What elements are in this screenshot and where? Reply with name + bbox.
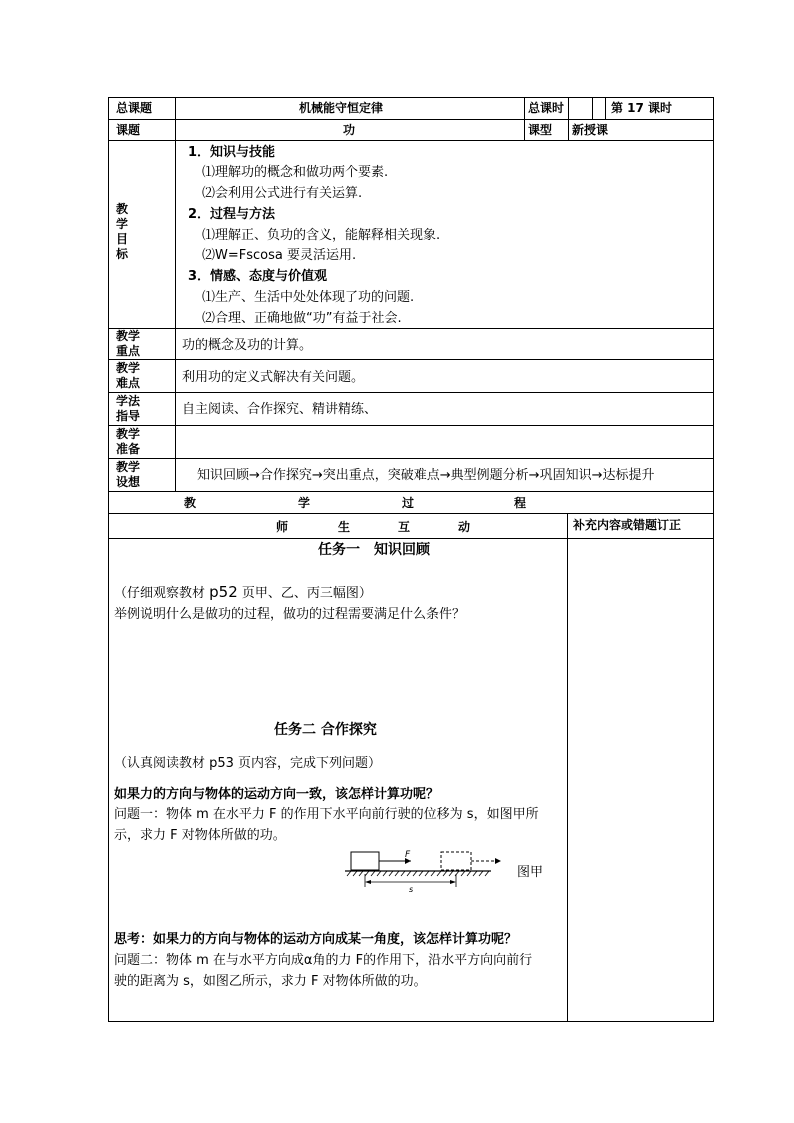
col-divider <box>175 97 176 491</box>
design-label: 教学 设想 <box>116 460 141 489</box>
row-divider <box>108 491 714 492</box>
block-final <box>441 852 471 870</box>
total-hours-label: 总课时 <box>528 101 565 115</box>
goal-item: ⑵会利用公式进行有关运算. <box>202 186 363 201</box>
lesson-plan-table <box>108 97 714 1022</box>
goals-label: 教 学 目 标 <box>115 202 128 261</box>
row-divider <box>108 359 714 360</box>
method-label: 学法 指导 <box>116 394 141 423</box>
row-divider <box>108 328 714 329</box>
goal-item: ⑴理解正、负功的含义，能解释相关现象. <box>202 228 441 243</box>
row-divider <box>108 119 714 120</box>
interaction-char: 互 <box>398 520 411 534</box>
method: 自主阅读、合作探究、精讲精练、 <box>182 402 378 417</box>
key-points-label: 教学 重点 <box>116 329 141 358</box>
col-divider <box>524 97 525 140</box>
displacement-label: s <box>409 885 414 894</box>
row-divider <box>108 513 714 514</box>
process-title-char: 程 <box>514 496 527 510</box>
goal-heading: 2．过程与方法 <box>188 207 276 222</box>
design: 知识回顾→合作探究→突出重点，突破难点→典型例题分析→巩固知识→达标提升 <box>197 468 655 483</box>
goal-item: ⑴生产、生活中处处体现了功的问题. <box>202 290 415 305</box>
col-divider <box>605 97 606 119</box>
topic-label: 课题 <box>116 123 141 137</box>
question1-heading: 如果力的方向与物体的运动方向一致，该怎样计算功呢？ <box>114 787 440 802</box>
force-label: F <box>405 850 411 860</box>
goal-item: ⑵合理、正确地做“功”有益于社会. <box>202 311 402 326</box>
task1-note: （仔细观察教材 p52 页甲、乙、丙三幅图） <box>114 583 372 601</box>
preparation-label: 教学 准备 <box>116 427 141 456</box>
total-topic-label: 总课题 <box>116 101 153 115</box>
interaction-char: 动 <box>458 520 471 534</box>
block-initial <box>351 852 379 870</box>
goal-item: ⑵W=Fscosa 要灵活运用. <box>202 248 357 263</box>
type-label: 课型 <box>528 123 553 137</box>
task1-title: 任务一 知识回顾 <box>318 542 430 558</box>
question2-text: 驶的距离为 s，如图乙所示，求力 F 对物体所做的功。 <box>114 974 427 989</box>
question1-text: 示，求力 F 对物体所做的功。 <box>114 828 286 843</box>
row-divider <box>108 140 714 141</box>
task1-question: 举例说明什么是做功的过程，做功的过程需要满足什么条件？ <box>114 607 466 622</box>
question2-text: 问题二：物体 m 在与水平方向成α角的力 F的作用下，沿水平方向向前行 <box>114 953 533 968</box>
col-divider <box>592 97 593 119</box>
lesson-number: 第 17 课时 <box>611 101 673 115</box>
col-divider <box>567 513 568 1022</box>
question1-text: 问题一：物体 m 在水平力 F 的作用下水平向前行驶的位移为 s，如图甲所 <box>114 807 539 822</box>
row-divider <box>108 425 714 426</box>
figure-caption: 图甲 <box>517 865 544 880</box>
process-title-char: 过 <box>402 496 415 510</box>
difficulties: 利用功的定义式解决有关问题。 <box>182 370 365 385</box>
topic: 功 <box>343 123 356 137</box>
goal-heading: 1．知识与技能 <box>188 145 276 160</box>
task2-note: （认真阅读教材 p53 页内容，完成下列问题） <box>114 756 382 771</box>
type-value: 新授课 <box>572 123 609 137</box>
row-divider <box>108 392 714 393</box>
figure-jia <box>341 847 561 895</box>
task2-title: 任务二 合作探究 <box>274 722 377 738</box>
row-divider <box>108 538 714 539</box>
process-title-char: 学 <box>298 496 311 510</box>
interaction-char: 师 <box>276 520 289 534</box>
question2-heading: 思考：如果力的方向与物体的运动方向成某一角度，该怎样计算功呢？ <box>114 932 518 947</box>
row-divider <box>108 458 714 459</box>
difficulties-label: 教学 难点 <box>116 361 141 390</box>
process-title-char: 教 <box>184 496 197 510</box>
total-topic: 机械能守恒定律 <box>299 101 384 115</box>
key-points: 功的概念及功的计算。 <box>182 338 313 353</box>
col-divider <box>568 97 569 140</box>
goal-item: ⑴理解功的概念和做功两个要素. <box>202 165 389 180</box>
interaction-char: 生 <box>338 520 351 534</box>
supplement-header: 补充内容或错题订正 <box>573 518 682 532</box>
goal-heading: 3．情感、态度与价值观 <box>188 269 328 284</box>
